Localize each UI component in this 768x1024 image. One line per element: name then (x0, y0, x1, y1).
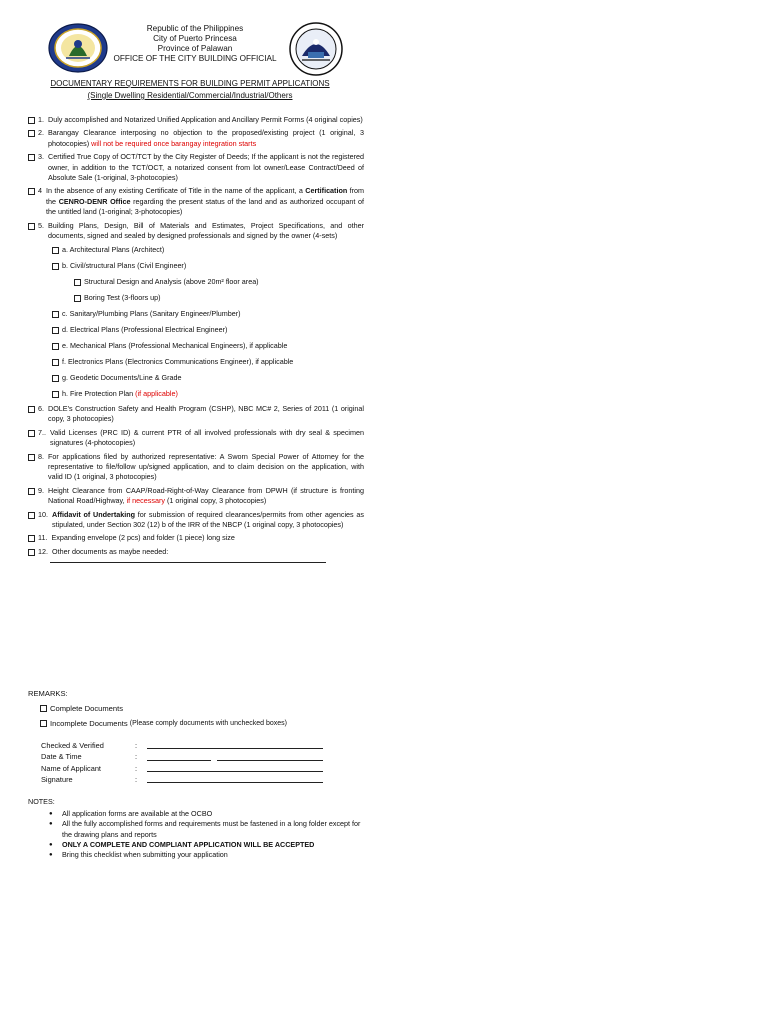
applicant-name-field[interactable] (147, 765, 323, 772)
item-text: Other documents as maybe needed: (52, 546, 169, 556)
sub-requirement-a (52, 245, 364, 255)
item-number: 11. (38, 533, 48, 543)
form-label: Checked & Verified (41, 741, 104, 750)
item-note-red: if necessary (126, 496, 165, 506)
checkbox[interactable] (52, 375, 59, 382)
checkbox[interactable] (52, 327, 59, 334)
sub-requirement-h (52, 389, 364, 399)
checkbox[interactable] (28, 188, 35, 195)
sub-requirement-b1 (74, 277, 364, 287)
document-subtitle: (Single Dwelling Residential/Commercial/Industrial/Others (87, 91, 293, 100)
requirement-3 (28, 152, 364, 183)
form-row-date (41, 751, 323, 762)
sub-item-text: h. Fire Protection Plan (62, 389, 134, 399)
date-field[interactable] (147, 754, 211, 761)
sub-item-note-red: (if applicable) (135, 389, 178, 399)
notes-list (28, 809, 368, 860)
requirement-4 (28, 186, 364, 217)
item-text: Expanding envelope (2 pcs) and folder (1 piece) long size (51, 533, 235, 543)
requirement-8 (28, 452, 364, 483)
sub-item-text: c. Sanitary/Plumbing Plans (Sanitary Engineer/Plumber) (62, 309, 241, 319)
item-number: 12. (38, 546, 48, 556)
form-row-name (41, 763, 323, 774)
sub-item-text: e. Mechanical Plans (Professional Mechanical Engineers), if applicable (62, 341, 288, 351)
sub-item-text: f. Electronics Plans (Electronics Communications Engineer), if applicable (62, 357, 294, 367)
form-label: Date & Time (41, 752, 82, 762)
signature-field[interactable] (147, 776, 323, 783)
checkbox[interactable] (28, 512, 35, 519)
remarks-title: REMARKS: (28, 689, 68, 698)
checkbox[interactable] (74, 295, 81, 302)
item-text: Duly accomplished and Notarized Unified Application and Ancillary Permit Forms (4 original copies) (48, 115, 363, 124)
requirement-11 (28, 533, 364, 543)
checkbox[interactable] (28, 454, 35, 461)
item-text: Barangay Clearance interposing no objection to the proposed/existing project (1 original, 3 photocopies) (48, 128, 364, 148)
item-number: 9. (38, 485, 44, 495)
requirement-2 (28, 128, 364, 149)
remark-complete (40, 703, 368, 714)
note-item: ● ONLY A COMPLETE AND COMPLIANT APPLICATION WILL BE ACCEPTED (62, 840, 368, 850)
item-number: 2. (38, 128, 44, 138)
item-text-bold: Certification (305, 186, 348, 196)
requirement-10 (28, 510, 364, 531)
requirement-7 (28, 428, 364, 449)
item-number: 7.. (38, 427, 46, 437)
form-label: Signature (41, 775, 73, 785)
item-number: 1. (38, 115, 44, 124)
sub-requirement-c (52, 309, 364, 319)
sub-item-text: Boring Test (3-floors up) (84, 293, 161, 303)
checkbox[interactable] (52, 391, 59, 398)
item-text-wrap (48, 486, 364, 507)
item-number: 3. (38, 152, 44, 162)
item-number: 5. (38, 220, 44, 230)
verification-form (41, 740, 323, 786)
item-note-red: will not be required once barangay integration starts (91, 138, 257, 148)
time-field[interactable] (217, 754, 323, 761)
requirement-9 (28, 486, 364, 507)
requirement-12 (28, 547, 364, 557)
document-header (0, 24, 390, 64)
checkbox[interactable] (40, 720, 47, 727)
sub-requirement-e (52, 341, 364, 351)
checkbox[interactable] (52, 343, 59, 350)
sub-requirement-b2 (74, 293, 364, 303)
remark-complete-label: Complete Documents (50, 704, 124, 713)
checked-verified-field[interactable] (147, 742, 323, 749)
other-documents-line[interactable] (50, 556, 326, 563)
sub-requirement-d (52, 325, 364, 335)
sub-requirement-b (52, 261, 364, 271)
item-text-bold: Affidavit of Undertaking (52, 509, 135, 519)
item-text: Certified True Copy of OCT/TCT by the City Register of Deeds; If the applicant is not the registered owner, in addition to the TCT/OCT, a notarized consent from lot owner/Lease Contract/Deed of Absolute Sale (1-original, 3-photocopies) (48, 152, 364, 183)
form-label: Name of Applicant (41, 763, 101, 773)
checkbox[interactable] (52, 263, 59, 270)
item-number: 4 (38, 186, 42, 196)
item-text-pre: Height Clearance from CAAP/Road-Right-of-Way Clearance from DPWH (if structure is fronting National Road/Highway, (48, 485, 364, 506)
checkbox[interactable] (28, 549, 35, 556)
item-text: Valid Licenses (PRC ID) & current PTR of all involved professionals with dry seal & specimen signatures (4-photocopies) (50, 427, 364, 448)
sub-item-text: g. Geodetic Documents/Line & Grade (62, 373, 182, 383)
sub-item-text: b. Civil/structural Plans (Civil Engineer) (62, 261, 187, 271)
item-text-post: regarding the present status of the land and as authorized occupant of the untitled land (1-original; 3-photocopies) (46, 196, 364, 217)
document-title: DOCUMENTARY REQUIREMENTS FOR BUILDING PERMIT APPLICATIONS (50, 79, 330, 88)
checkbox[interactable] (40, 705, 47, 712)
header-line-republic: Republic of the Philippines (146, 24, 244, 33)
checkbox[interactable] (52, 247, 59, 254)
notes-title: NOTES: (28, 797, 55, 806)
item-text-bold: CENRO-DENR Office (58, 196, 131, 206)
checkbox[interactable] (74, 279, 81, 286)
form-colon: : (135, 752, 138, 762)
sub-item-text: d. Electrical Plans (Professional Electrical Engineer) (62, 325, 228, 335)
checkbox[interactable] (28, 535, 35, 542)
item-number: 8. (38, 451, 44, 461)
item-text: DOLE's Construction Safety and Health Program (CSHP), NBC MC# 2, Series of 2011 (1 original copy, 3 photocopies) (48, 403, 364, 424)
item-text-mid: from the (46, 186, 365, 206)
item-number: 6. (38, 403, 44, 413)
item-text-wrap (46, 186, 364, 217)
requirement-6 (28, 404, 364, 425)
checkbox[interactable] (28, 130, 35, 137)
notes-section (28, 797, 368, 860)
form-colon: : (135, 741, 138, 750)
item-number: 10. (38, 509, 48, 519)
item-text-post: (1 original copy, 3 photocopies) (166, 496, 267, 506)
item-text-pre: In the absence of any existing Certificate of Title in the name of the applicant, a (46, 186, 303, 196)
header-line-city: City of Puerto Princesa (153, 34, 237, 43)
item-text-wrap (52, 510, 364, 531)
item-text-wrap (48, 128, 364, 149)
requirement-1 (28, 115, 364, 125)
note-item: ● All the fully accomplished forms and requirements must be fastened in a long folder except for the drawing plans and reports (62, 819, 368, 839)
requirement-5 (28, 221, 364, 242)
remark-incomplete-note: (Please comply documents with unchecked boxes) (129, 720, 287, 727)
note-item: ● All application forms are available at the OCBO (62, 809, 368, 819)
checkbox[interactable] (28, 406, 35, 413)
form-colon: : (135, 775, 138, 785)
form-row-checked (41, 740, 323, 751)
header-line-office: OFFICE OF THE CITY BUILDING OFFICIAL (113, 54, 277, 63)
checkbox[interactable] (28, 488, 35, 495)
header-line-province: Province of Palawan (157, 44, 233, 53)
requirements-list (28, 115, 364, 563)
checkbox[interactable] (52, 311, 59, 318)
sub-item-text: Structural Design and Analysis (above 20m² floor area) (84, 277, 259, 287)
checkbox[interactable] (28, 430, 35, 437)
remark-incomplete-label: Incomplete Documents (50, 719, 128, 728)
note-item: ● Bring this checklist when submitting your application (62, 850, 368, 860)
item-text: for submission of required clearances/permits from other agencies as stipulated, under Section 302 (12) b of the IRR of the NBCP (1 original copy, 3 photocopies) (52, 509, 364, 529)
checkbox[interactable] (28, 154, 35, 161)
form-colon: : (135, 763, 138, 773)
remark-incomplete (40, 718, 368, 729)
checkbox[interactable] (28, 223, 35, 230)
sub-item-text: a. Architectural Plans (Architect) (62, 245, 165, 255)
checkbox[interactable] (28, 117, 35, 124)
sub-requirement-g (52, 373, 364, 383)
item-text: For applications filed by authorized representative: A Sworn Special Power of Attorney for the representative to file/follow up/signed application, and to claim decision on the application, with valid ID (1 original, 3 photocopies) (48, 451, 364, 482)
checkbox[interactable] (52, 359, 59, 366)
form-row-signature (41, 774, 323, 785)
remarks-section (28, 688, 368, 729)
sub-requirement-f (52, 357, 364, 367)
item-text: Building Plans, Design, Bill of Materials and Estimates, Project Specifications, and other documents, signed and sealed by designed professionals and signed by the owner (4-sets) (48, 220, 364, 241)
